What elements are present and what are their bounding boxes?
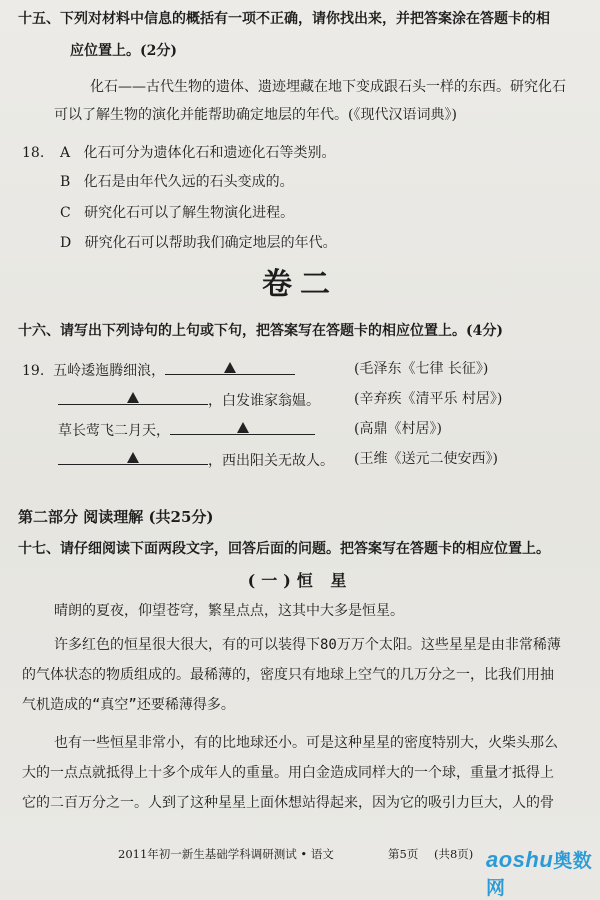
passage-para2-line1: 许多红色的恒星很大很大，有的可以装得下80万万个太阳。这些星星是由非常稀薄 xyxy=(54,637,561,653)
answer-blank xyxy=(58,450,208,465)
option-text: 研究化石可以了解生物演化进程。 xyxy=(84,205,295,221)
option-d xyxy=(60,234,337,252)
poem-line-text: ，白发谁家翁媪。 xyxy=(208,393,320,409)
footer-page: 第5页 xyxy=(388,847,419,861)
answer-blank xyxy=(165,360,295,375)
section17-heading: 十七、请仔细阅读下面两段文字，回答后面的问题。把答案写在答题卡的相应位置上。 xyxy=(18,541,550,557)
question18-number: 18. xyxy=(22,145,45,161)
passage-para3-line2: 大的一点点就抵得上十多个成年人的重量。用白金造成同样大的一个球，重量才抵得上 xyxy=(22,765,554,781)
footer-exam-name: 2011年初一新生基础学科调研测试 • 语文 xyxy=(118,847,334,861)
blank-marker-icon xyxy=(237,422,249,433)
poem-source: (毛泽东《七律 长征》) xyxy=(354,361,489,377)
section16-heading: 十六、请写出下列诗句的上句或下句，把答案写在答题卡的相应位置上。(4分) xyxy=(18,323,503,339)
passage-para3-line3: 它的二百万分之一。人到了这种星星上面休想站得起来，因为它的吸引力巨大，人的骨 xyxy=(22,795,554,811)
option-letter: C xyxy=(60,205,71,221)
watermark-latin: aoshu xyxy=(486,847,554,872)
blank-marker-icon xyxy=(127,452,139,463)
option-text: 研究化石可以帮助我们确定地层的年代。 xyxy=(84,235,337,251)
passage-para2-line3: 气机造成的“真空”还要稀薄得多。 xyxy=(22,697,235,713)
part2-heading: 第二部分 阅读理解 (共25分) xyxy=(18,508,214,526)
blank-marker-icon xyxy=(127,392,139,403)
section15-heading-line2: 应位置上。(2分) xyxy=(70,43,177,59)
aoshu-watermark-logo xyxy=(486,846,600,900)
passage-para1: 晴朗的夏夜，仰望苍穹，繁星点点，这其中大多是恒星。 xyxy=(54,603,404,619)
option-c xyxy=(60,204,294,222)
option-b xyxy=(60,173,294,191)
footer-total: (共8页) xyxy=(434,847,474,861)
option-letter: B xyxy=(60,174,71,190)
blank-marker-icon xyxy=(224,362,236,373)
option-letter: D xyxy=(60,235,72,251)
answer-blank xyxy=(170,420,315,435)
section15-heading-line1: 十五、下列对材料中信息的概括有一项不正确，请你找出来，并把答案涂在答题卡的相 xyxy=(18,11,550,27)
poem-line-text: 五岭逶迤腾细浪， xyxy=(53,363,166,379)
poem-line-text: ，西出阳关无故人。 xyxy=(208,453,334,469)
poem-source: (高鼎《村居》) xyxy=(354,421,442,437)
material-line1: 化石——古代生物的遗体、遗迹埋藏在地下变成跟石头一样的东西。研究化石 xyxy=(90,79,566,95)
answer-blank xyxy=(58,390,208,405)
poem-source: (王维《送元二使安西》) xyxy=(354,451,498,467)
volume2-title: 卷二 xyxy=(262,267,338,302)
passage1-title: (一)恒 星 xyxy=(247,571,353,590)
option-letter: A xyxy=(60,145,71,161)
question19-line1 xyxy=(22,360,295,380)
question19-line4 xyxy=(58,450,334,470)
option-text: 化石是由年代久远的石头变成的。 xyxy=(83,174,294,190)
poem-source: (辛弃疾《清平乐 村居》) xyxy=(354,391,503,407)
option-text: 化石可分为遗体化石和遗迹化石等类别。 xyxy=(83,145,336,161)
passage-para2-line2: 的气体状态的物质组成的。最稀薄的，密度只有地球上空气的几万分之一，比我们用抽 xyxy=(22,667,554,683)
passage-para3-line1: 也有一些恒星非常小，有的比地球还小。可是这种星星的密度特别大，火柴头那么 xyxy=(54,735,558,751)
question19-number: 19. xyxy=(22,363,45,379)
poem-line-text: 草长莺飞二月天， xyxy=(58,423,170,439)
question19-line2 xyxy=(58,390,320,410)
watermark-cn: 奥数网 xyxy=(486,851,593,899)
material-line2: 可以了解生物的演化并能帮助确定地层的年代。(《现代汉语词典》) xyxy=(54,107,457,123)
option-a xyxy=(60,144,335,162)
question19-line3 xyxy=(58,420,315,440)
